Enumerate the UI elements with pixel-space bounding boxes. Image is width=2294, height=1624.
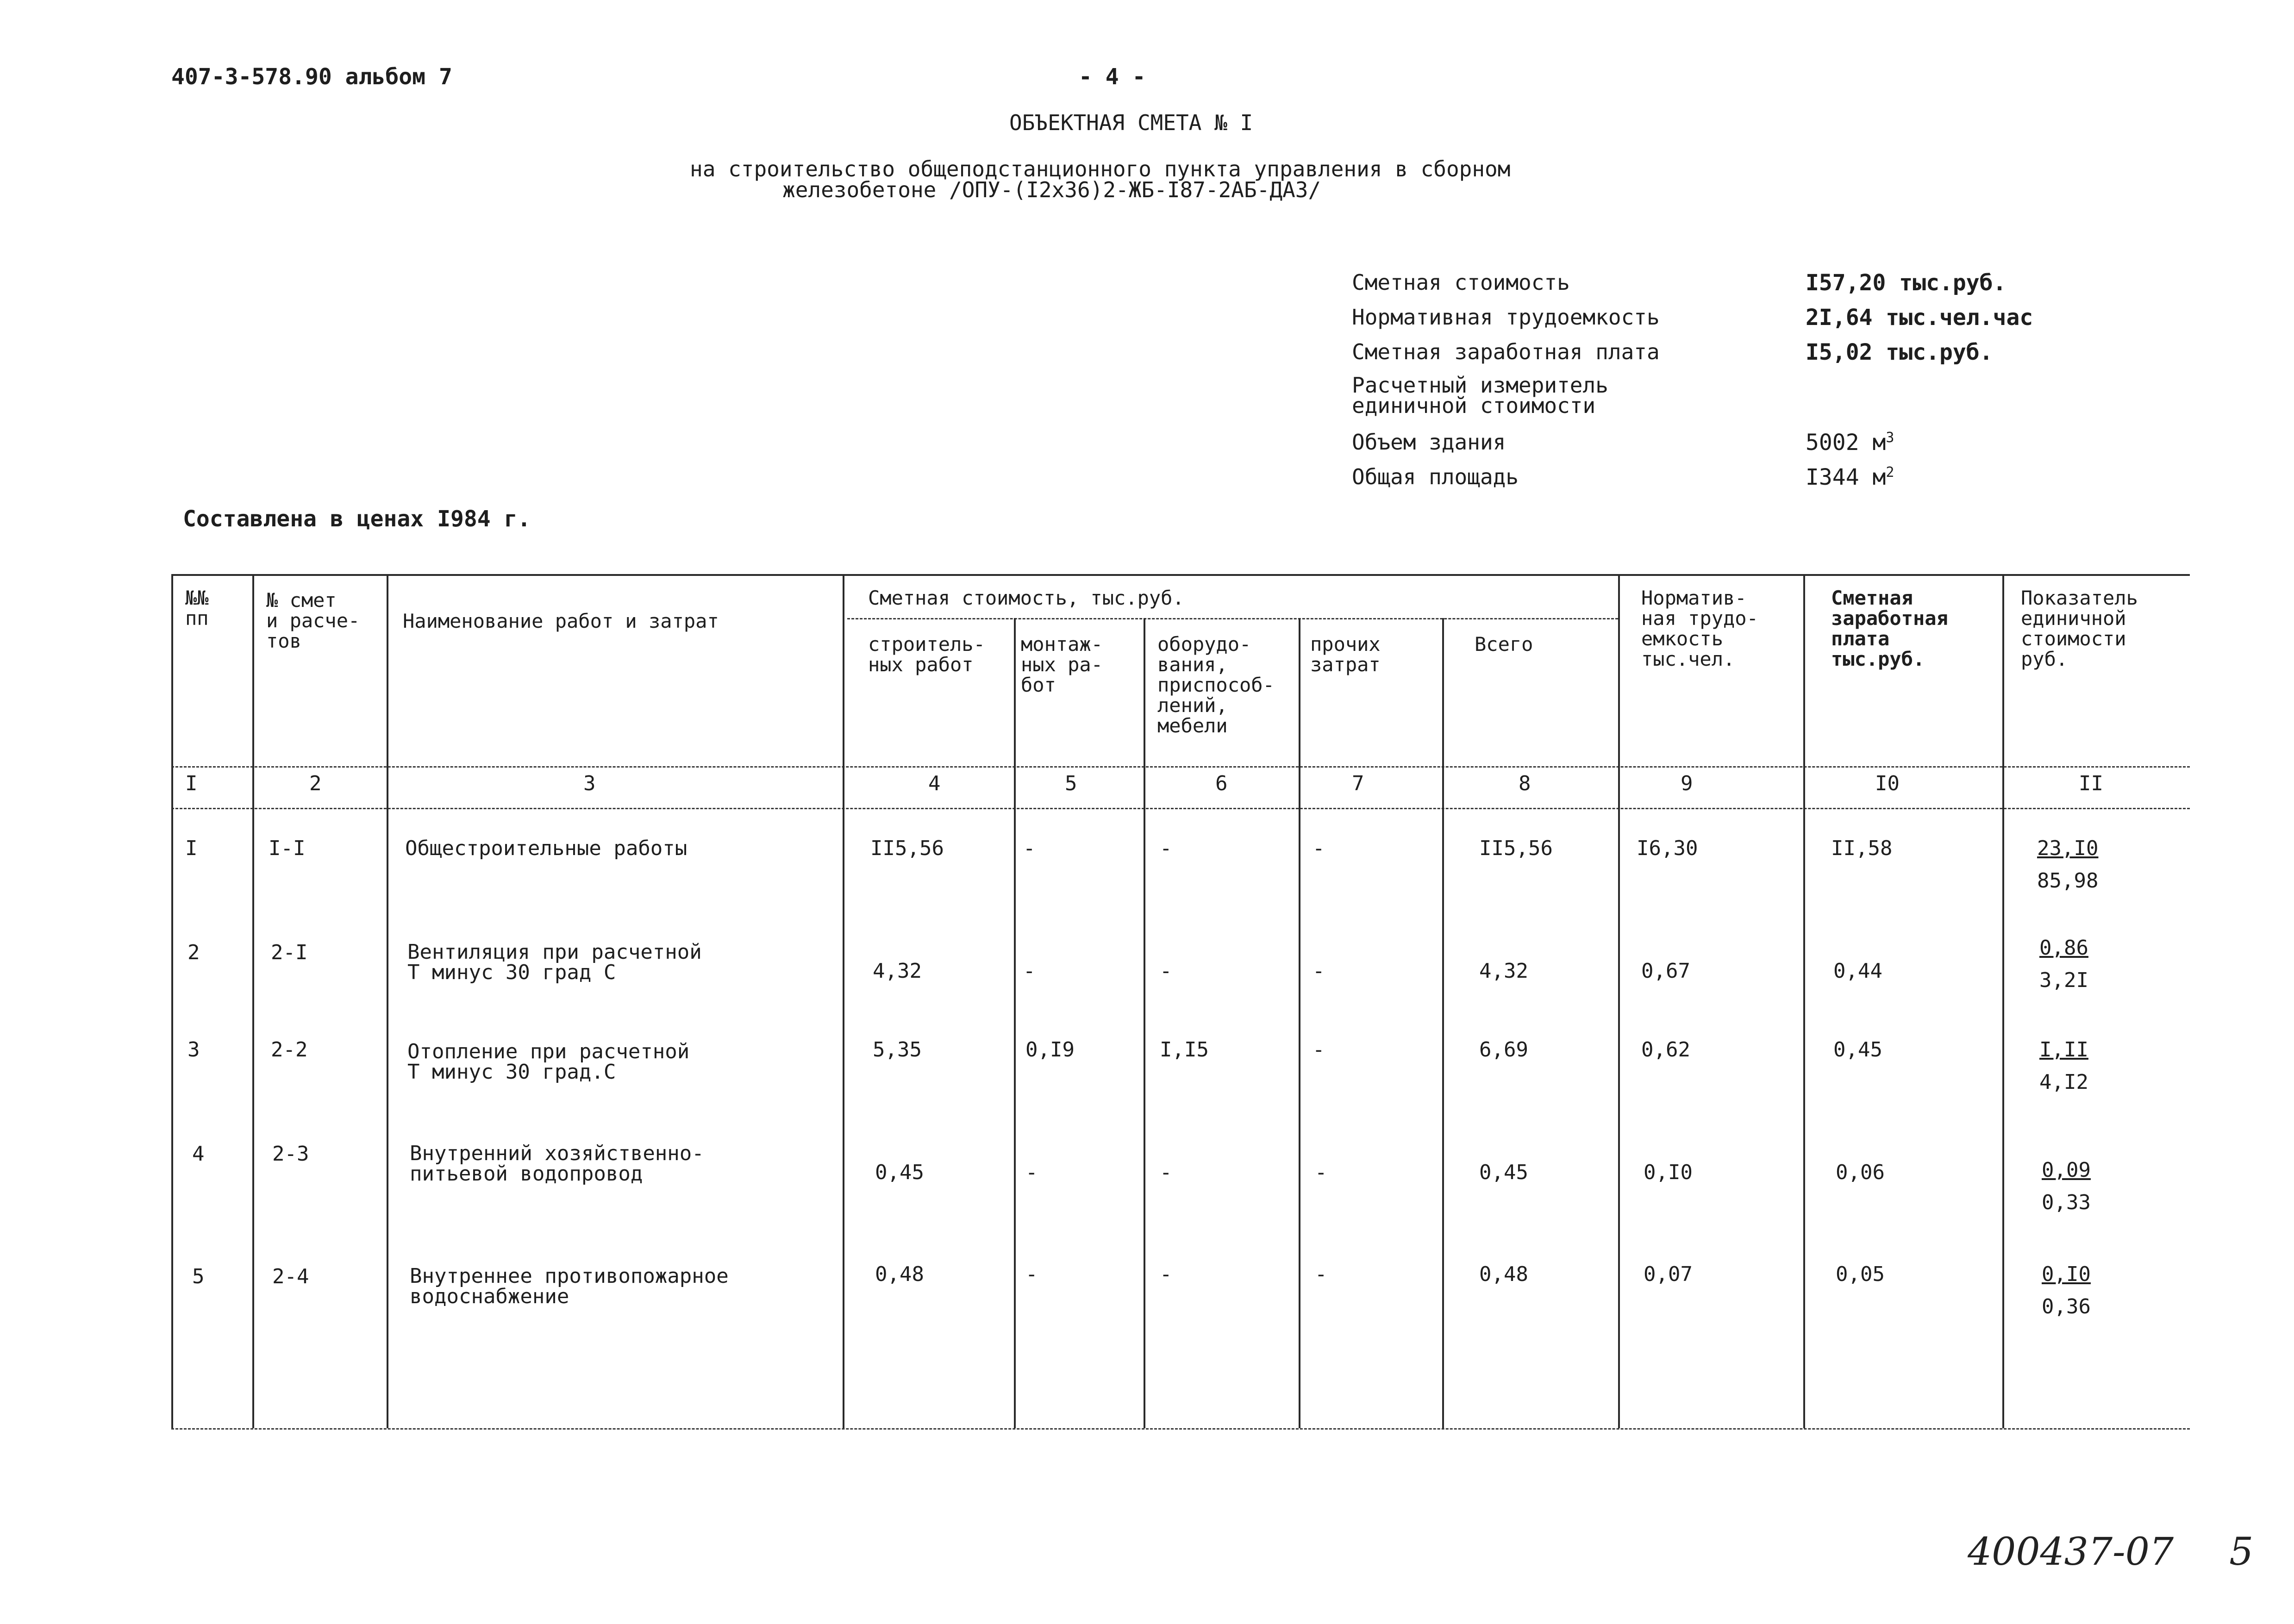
header-other: прочих затрат xyxy=(1310,633,1381,676)
row-estimate: 2-4 xyxy=(272,1265,309,1288)
row-construction: 0,45 xyxy=(875,1161,924,1184)
header-total: Всего xyxy=(1475,633,1533,656)
row-wage: II,58 xyxy=(1831,837,1893,860)
prices-note: Составлена в ценах I984 г. xyxy=(183,506,531,532)
subtitle-line-1: на строительство общеподстанционного пункта управления в сборном xyxy=(690,156,1511,181)
col-line xyxy=(1618,574,1620,1428)
row-index-top: 0,I0 xyxy=(2042,1262,2091,1286)
row-labor: 0,67 xyxy=(1641,959,1690,983)
row-installation: - xyxy=(1023,837,1036,860)
row-other: - xyxy=(1315,1161,1327,1184)
row-total: 0,48 xyxy=(1479,1262,1528,1286)
column-number: 2 xyxy=(309,772,322,795)
row-construction: 0,48 xyxy=(875,1262,924,1286)
row-installation: 0,I9 xyxy=(1025,1038,1075,1062)
row-total: 6,69 xyxy=(1479,1038,1528,1062)
column-number: 7 xyxy=(1352,772,1364,795)
col-line xyxy=(1014,618,1016,1428)
row-wage: 0,45 xyxy=(1833,1038,1882,1062)
column-number: 5 xyxy=(1065,772,1077,795)
row-equipment: - xyxy=(1160,959,1172,983)
row-labor: 0,07 xyxy=(1644,1262,1693,1286)
row-estimate: 2-3 xyxy=(272,1142,309,1166)
row-index-bottom: 0,36 xyxy=(2042,1295,2091,1318)
row-construction: 5,35 xyxy=(873,1038,922,1062)
column-numbers-rule xyxy=(171,808,2190,809)
row-number: 3 xyxy=(188,1038,200,1062)
row-work-name: Внутренний хозяйственно- питьевой водопровод xyxy=(410,1142,704,1186)
header-work-name: Наименование работ и затрат xyxy=(403,610,719,632)
table-top-rule xyxy=(171,574,2190,576)
column-number: 8 xyxy=(1519,772,1531,795)
row-other: - xyxy=(1313,959,1325,983)
col-line xyxy=(387,574,388,1428)
row-labor: 0,I0 xyxy=(1644,1161,1693,1184)
row-work-name: Внутреннее противопожарное водоснабжение xyxy=(410,1264,729,1308)
column-number: 6 xyxy=(1215,772,1228,795)
col-line xyxy=(2002,574,2004,1428)
row-index-top: 0,86 xyxy=(2039,936,2088,960)
header-row-number: №№ пп xyxy=(185,587,209,630)
row-other: - xyxy=(1313,837,1325,860)
row-construction: II5,56 xyxy=(870,837,944,860)
row-installation: - xyxy=(1025,1262,1038,1286)
row-index-bottom: 0,33 xyxy=(2042,1191,2091,1214)
column-number: 4 xyxy=(928,772,941,795)
row-index-bottom: 4,I2 xyxy=(2039,1070,2088,1094)
page-title: ОБЪЕКТНАЯ СМЕТА № I xyxy=(1009,110,1253,135)
column-number: 3 xyxy=(583,772,596,795)
page-number: - 4 - xyxy=(1079,64,1146,90)
table-bottom-rule xyxy=(171,1428,2190,1430)
row-total: II5,56 xyxy=(1479,837,1553,860)
row-wage: 0,44 xyxy=(1833,959,1882,983)
volume-value: 5002 $м^3$ xyxy=(1806,430,1894,456)
document-code: 407-3-578.90 альбом 7 xyxy=(171,64,452,90)
header-estimate-number: № смет и расче- тов xyxy=(266,589,360,652)
cost-label: Сметная стоимость xyxy=(1352,270,1570,295)
meter-label: Расчетный измеритель единичной стоимости xyxy=(1352,373,1608,418)
row-number: 5 xyxy=(192,1265,205,1288)
wage-value: I5,02 тыс.руб. xyxy=(1806,339,1993,365)
col-line xyxy=(1144,618,1145,1428)
row-equipment: I,I5 xyxy=(1160,1038,1209,1062)
col-line xyxy=(252,574,254,1428)
header-labor: Норматив- ная трудо- емкость тыс.чел. xyxy=(1641,587,1758,670)
row-other: - xyxy=(1315,1262,1327,1286)
col-line xyxy=(1803,574,1805,1428)
row-number: 4 xyxy=(192,1142,205,1166)
header-construction: строитель- ных работ xyxy=(868,633,985,676)
col-line xyxy=(171,574,173,1428)
doc-number: 400437-07 xyxy=(1968,1530,2174,1574)
row-index-bottom: 85,98 xyxy=(2037,869,2099,893)
row-equipment: - xyxy=(1160,1161,1172,1184)
row-work-name: Вентиляция при расчетной Т минус 30 град С xyxy=(407,940,702,984)
row-construction: 4,32 xyxy=(873,959,922,983)
cost-value: I57,20 тыс.руб. xyxy=(1806,270,2006,296)
column-number: II xyxy=(2079,772,2103,795)
header-equipment: оборудо- вания, приспособ- лений, мебели xyxy=(1157,633,1275,737)
col-line xyxy=(1442,618,1444,1428)
header-index: Показатель единичной стоимости руб. xyxy=(2021,587,2138,670)
header-cost-group: Сметная стоимость, тыс.руб. xyxy=(868,587,1184,609)
column-number: 9 xyxy=(1681,772,1693,795)
row-estimate: I-I xyxy=(269,837,306,860)
area-label: Общая площадь xyxy=(1352,464,1519,489)
row-number: I xyxy=(185,837,198,860)
row-index-top: 23,I0 xyxy=(2037,837,2099,860)
header-wage: Сметная заработная плата тыс.руб. xyxy=(1831,587,1948,670)
row-labor: 0,62 xyxy=(1641,1038,1690,1062)
row-work-name: Отопление при расчетной Т минус 30 град.С xyxy=(407,1040,690,1084)
row-wage: 0,05 xyxy=(1836,1262,1885,1286)
handwritten-document-number xyxy=(1968,1530,2253,1574)
row-equipment: - xyxy=(1160,837,1172,860)
row-total: 0,45 xyxy=(1479,1161,1528,1184)
row-estimate: 2-I xyxy=(271,941,308,964)
header-installation: монтаж- ных ра- бот xyxy=(1021,633,1103,696)
row-index-top: 0,09 xyxy=(2042,1158,2091,1182)
row-estimate: 2-2 xyxy=(271,1038,308,1062)
col-line xyxy=(1299,618,1300,1428)
row-index-bottom: 3,2I xyxy=(2039,968,2088,992)
col-line xyxy=(843,574,844,1428)
volume-label: Объем здания xyxy=(1352,430,1506,455)
row-index-top: I,II xyxy=(2039,1038,2088,1062)
column-number: I0 xyxy=(1875,772,1900,795)
row-equipment: - xyxy=(1160,1262,1172,1286)
header-bottom-rule xyxy=(171,766,2190,768)
area-value: I344 $м^2$ xyxy=(1806,464,1894,490)
row-installation: - xyxy=(1025,1161,1038,1184)
column-number: I xyxy=(185,772,198,795)
row-other: - xyxy=(1313,1038,1325,1062)
row-total: 4,32 xyxy=(1479,959,1528,983)
row-work-name: Общестроительные работы xyxy=(405,837,688,860)
row-number: 2 xyxy=(188,941,200,964)
row-wage: 0,06 xyxy=(1836,1161,1885,1184)
wage-label: Сметная заработная плата xyxy=(1352,339,1660,364)
labor-label: Нормативная трудоемкость xyxy=(1352,305,1660,330)
row-installation: - xyxy=(1023,959,1036,983)
row-labor: I6,30 xyxy=(1637,837,1698,860)
labor-value: 2I,64 тыс.чел.час xyxy=(1806,305,2033,331)
cost-group-rule xyxy=(847,618,1618,619)
subtitle-line-2: железобетоне /ОПУ-(I2х36)2-ЖБ-I87-2АБ-ДАЗ/ xyxy=(782,177,1321,202)
sheet-number: 5 xyxy=(2229,1530,2254,1574)
